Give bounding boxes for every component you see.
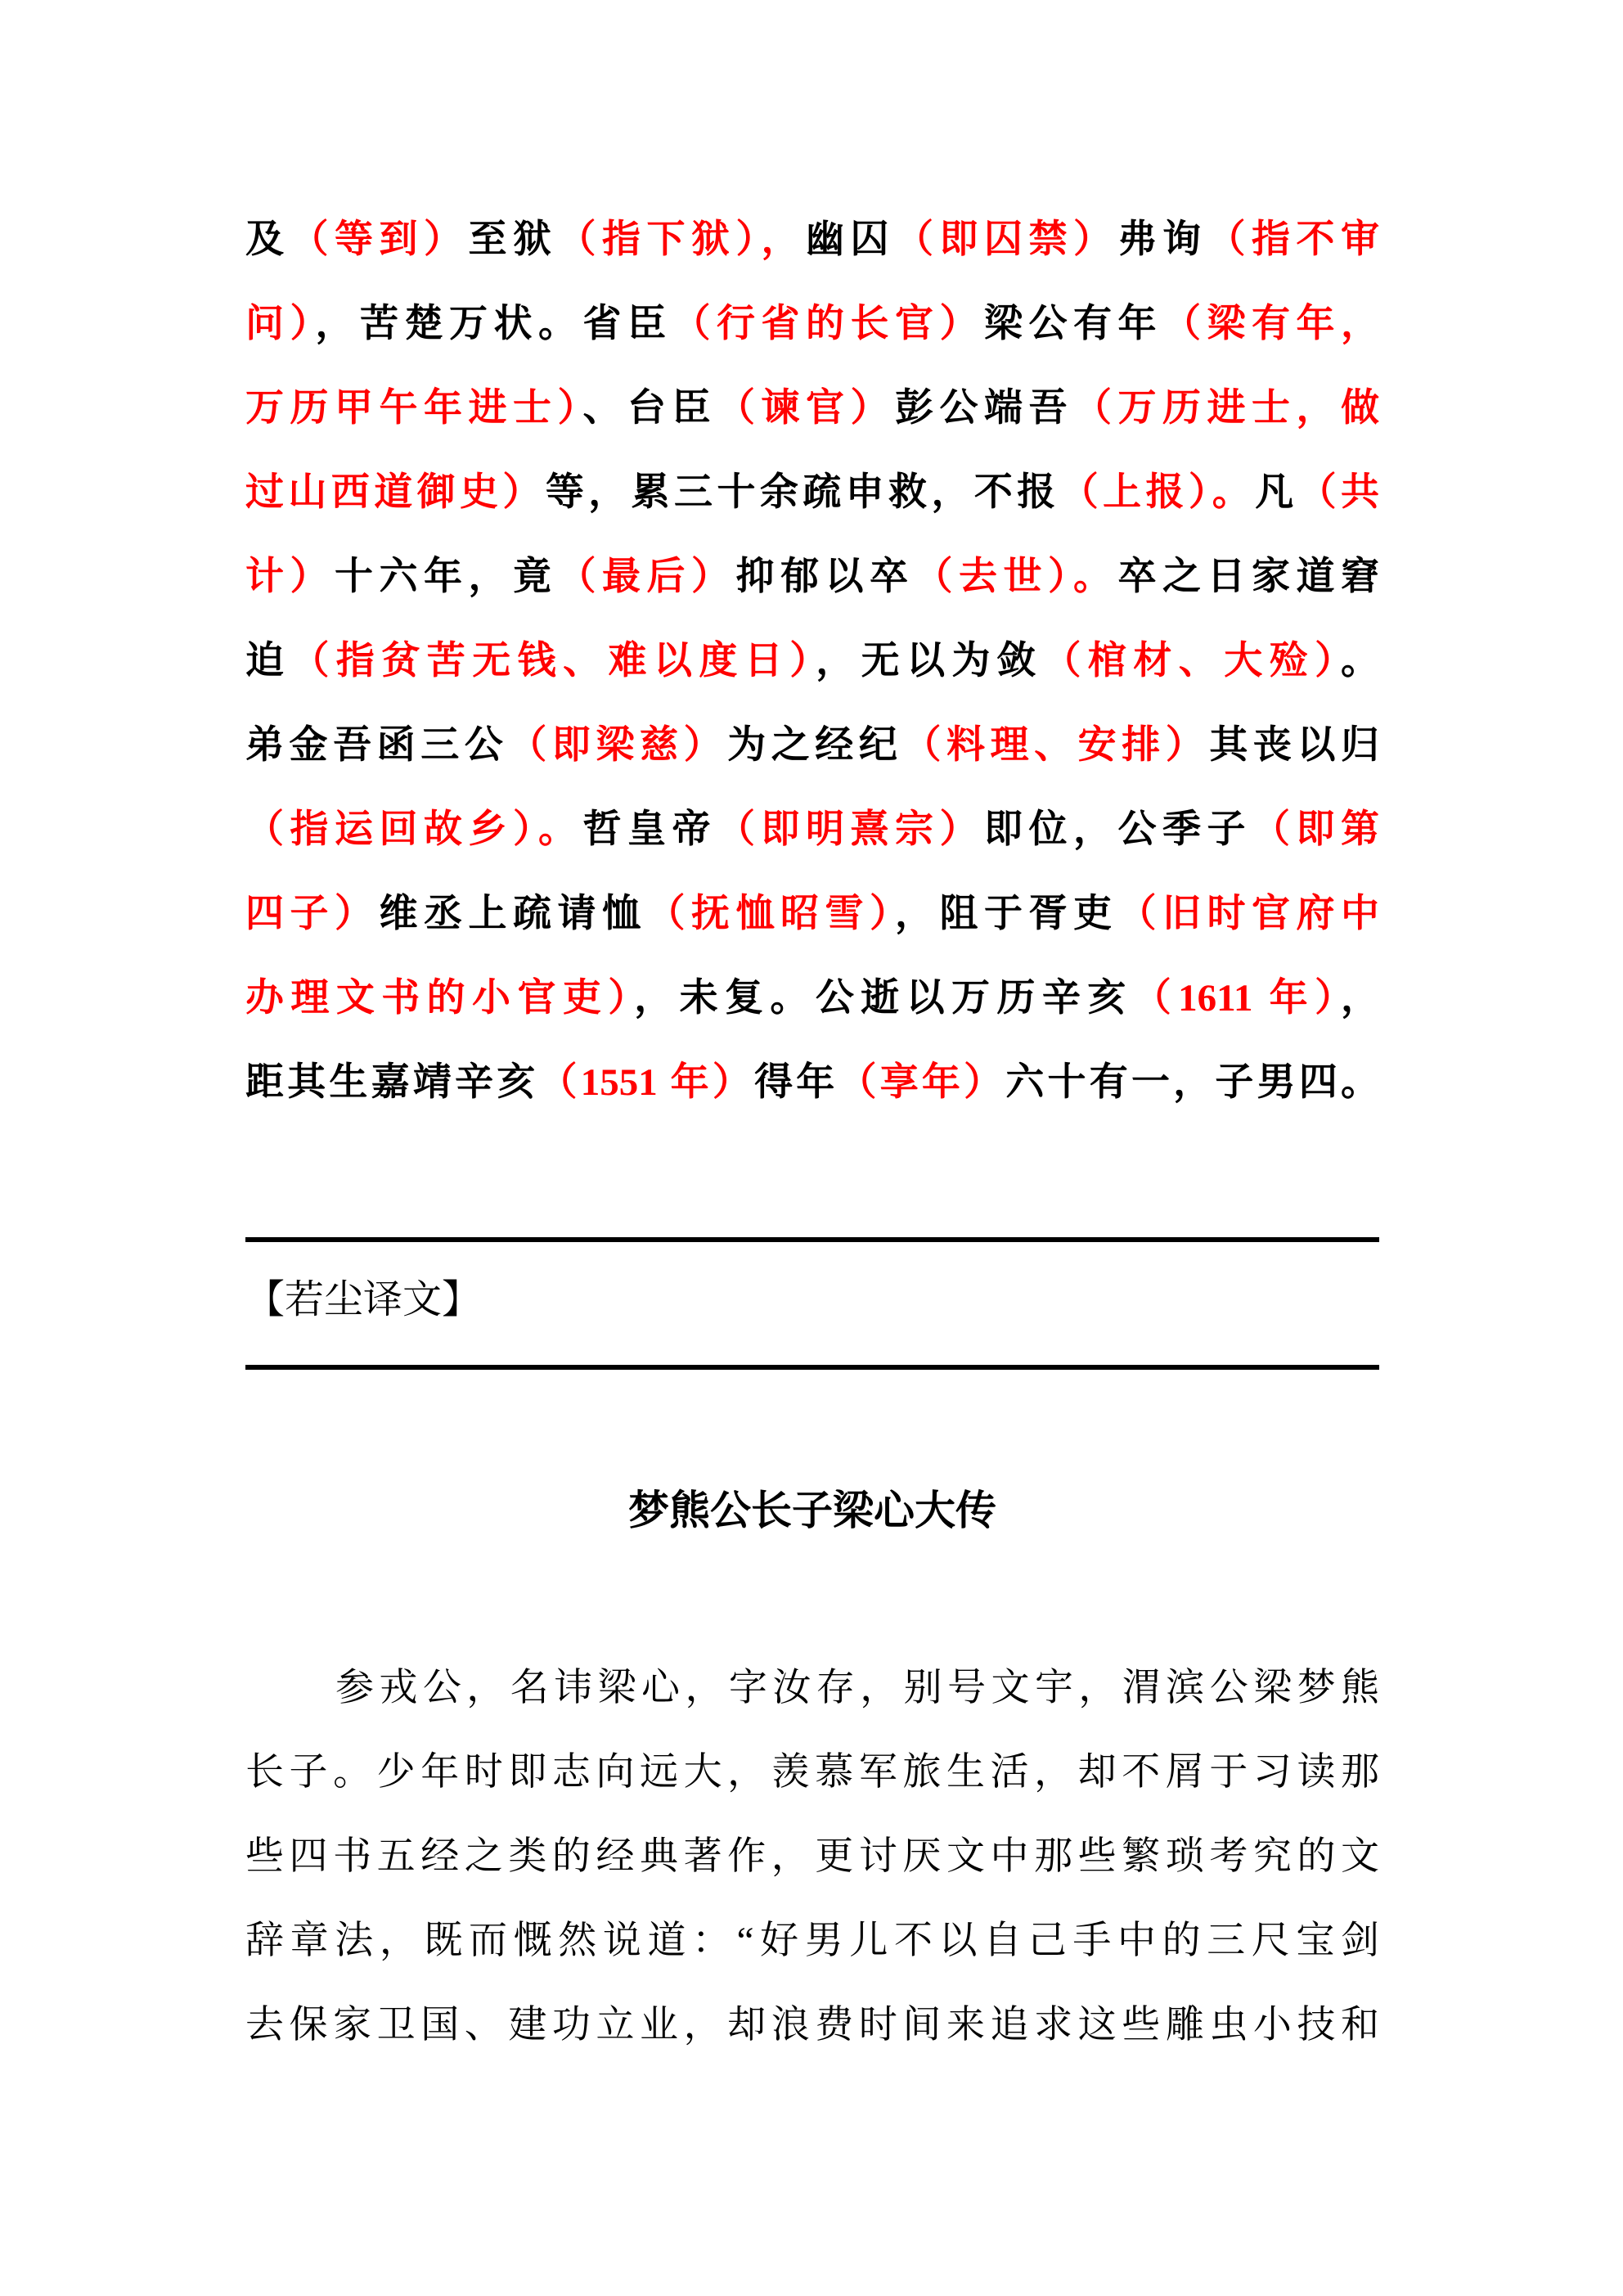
text-line — [245, 957, 1379, 1041]
text-segment: 。 — [1341, 640, 1380, 682]
annotation-segment: （指运回故乡）。 — [245, 808, 583, 851]
annotation-segment: （享年） — [838, 1061, 1006, 1104]
text-segment: 彭公端吾 — [895, 387, 1073, 430]
annotation-segment: （等到） — [290, 218, 469, 261]
text-segment: 维丞上疏请恤 — [379, 893, 647, 935]
text-line: 去保家卫国、建功立业，却浪费时间来追求这些雕虫小技和 — [245, 2004, 1379, 2046]
annotation-segment: （料理、安排） — [902, 724, 1210, 767]
annotation-segment: （共 — [1297, 471, 1380, 514]
text-segment: 为之经纪 — [727, 724, 903, 767]
text-segment: ，苦楚万状。省臣 — [315, 303, 672, 345]
annotation-segment: （旧时官府中 — [1117, 893, 1379, 935]
text-line — [245, 1041, 1379, 1125]
text-segment: 至狱 — [468, 218, 558, 261]
text-segment: ，未复。公逝以万历辛亥 — [634, 977, 1133, 1020]
annotation-segment: （谏官） — [717, 387, 895, 430]
text-line — [245, 704, 1379, 788]
text-segment: ， — [1341, 977, 1379, 1020]
annotation-segment: 万历甲午年进士） — [245, 387, 583, 430]
annotation-segment: （指不审 — [1207, 218, 1379, 261]
annotation-segment: （抚恤昭雪） — [646, 893, 895, 935]
text-line — [245, 451, 1379, 535]
text-line — [245, 367, 1379, 451]
annotation-segment: （指下狱）， — [557, 218, 806, 261]
annotation-segment: （去世）。 — [914, 556, 1118, 598]
text-segment: 弗询 — [1117, 218, 1207, 261]
text-segment: 幽囚 — [806, 218, 895, 261]
text-line — [245, 619, 1379, 704]
annotation-segment: （上报）。 — [1059, 471, 1256, 514]
text-segment: 其丧以归 — [1209, 724, 1380, 767]
annotation-segment: 过山西道御史） — [245, 471, 546, 514]
text-segment: 弟金吾函三公 — [245, 724, 509, 767]
text-segment: 十六年，竟 — [335, 556, 558, 598]
text-line — [245, 282, 1379, 367]
text-line: 辞章法，既而慨然说道：“好男儿不以自己手中的三尺宝剑 — [245, 1920, 1379, 1962]
annotation-segment: （梁有年， — [1162, 303, 1379, 345]
classical-text-paragraph — [245, 198, 1379, 1125]
annotation-segment: （最后） — [557, 556, 736, 598]
text-line: 些四书五经之类的经典著作，更讨厌文中那些繁琐考究的文 — [245, 1835, 1379, 1878]
translation-paragraph — [245, 1646, 1379, 2068]
translator-section-label: 【若尘译文】 — [245, 1278, 482, 1321]
text-segment: 等，累三十余疏申救，不报 — [545, 471, 1060, 514]
text-segment: 即位，公季子 — [984, 808, 1252, 851]
annotation-segment: 办理文书的小官吏） — [245, 977, 635, 1020]
text-line — [245, 198, 1379, 282]
text-segment: ，无以为敛 — [816, 640, 1043, 682]
text-segment: 梁公有年 — [984, 303, 1162, 345]
annotation-segment: 问） — [245, 303, 316, 345]
annotation-segment: （即囚禁） — [895, 218, 1118, 261]
annotation-segment: （1551 年） — [538, 1061, 755, 1104]
section-divider-bottom — [245, 1365, 1379, 1370]
annotation-segment: （即明熹宗） — [717, 808, 984, 851]
annotation-segment: 四子） — [245, 893, 380, 935]
annotation-segment: （行省的长官） — [672, 303, 984, 345]
text-segment: 距其生嘉靖辛亥 — [245, 1061, 539, 1104]
text-line — [245, 872, 1379, 957]
text-segment: ，阻于胥吏 — [895, 893, 1118, 935]
annotation-segment: （棺材、大殓） — [1042, 640, 1342, 682]
section-divider-top — [245, 1237, 1379, 1242]
annotation-segment: （即梁慈） — [508, 724, 728, 767]
text-line: 长子。少年时即志向远大，羡慕军旅生活，却不屑于习读那 — [245, 1751, 1379, 1794]
annotation-segment: （即第 — [1252, 808, 1379, 851]
text-segment: 凡 — [1255, 471, 1298, 514]
text-segment: 、台臣 — [582, 387, 717, 430]
text-line — [245, 535, 1379, 619]
annotation-segment: 计） — [245, 556, 335, 598]
text-segment: 卒之日家道窘 — [1117, 556, 1379, 598]
text-segment: 六十有一，子男四。 — [1005, 1061, 1380, 1104]
text-line — [245, 788, 1379, 872]
annotation-segment: （万历进士，做 — [1073, 387, 1379, 430]
text-segment: 迫 — [245, 640, 291, 682]
annotation-segment: （1611 年） — [1132, 977, 1341, 1020]
text-line: 参戎公，名讳梁心，字汝存，别号文宇，渭滨公梁梦熊 — [335, 1667, 1379, 1709]
text-segment: 抑郁以卒 — [735, 556, 915, 598]
text-segment: 哲皇帝 — [582, 808, 717, 851]
annotation-segment: （指贫苦无钱、难以度日） — [290, 640, 816, 682]
biography-title: 梦熊公长子梁心大传 — [628, 1488, 996, 1533]
text-segment: 及 — [245, 218, 290, 261]
text-segment: 得年 — [754, 1061, 838, 1104]
